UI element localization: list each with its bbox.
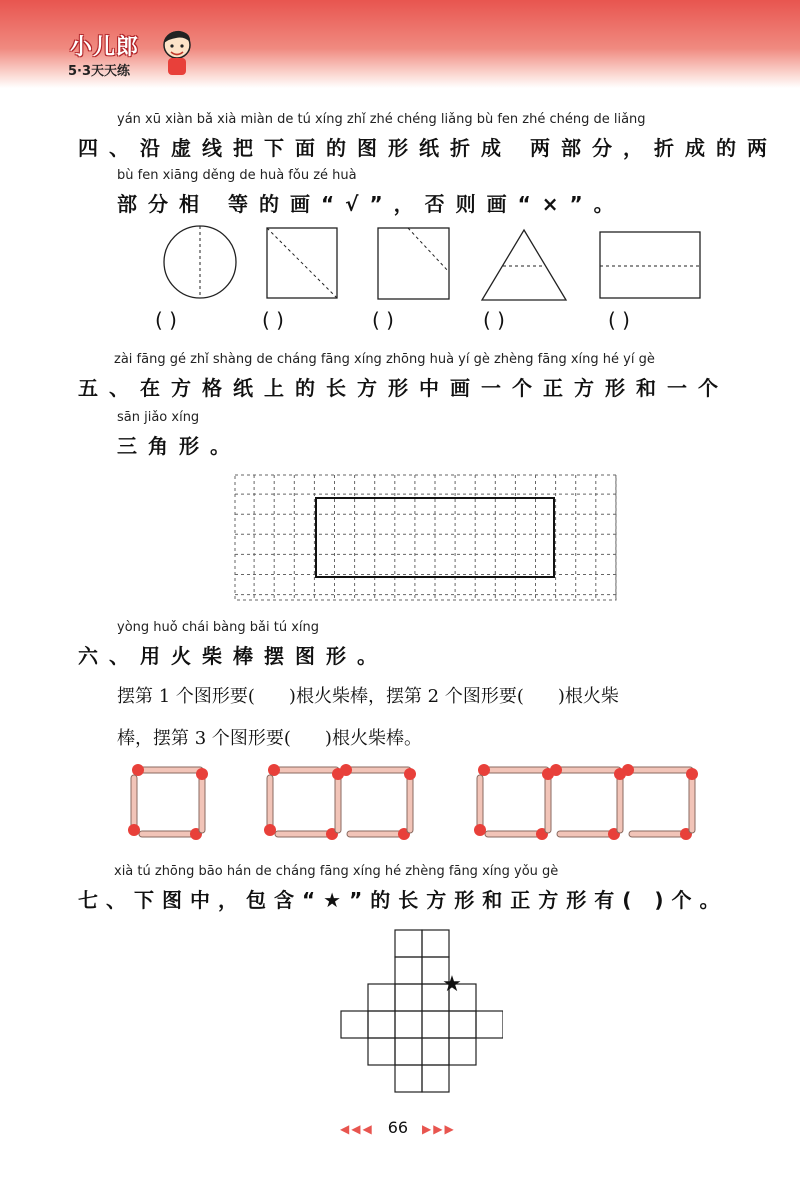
logo-subtitle: 5·3天天练 xyxy=(68,64,131,79)
figure-3-match-top xyxy=(478,764,546,776)
figure-2-match-top xyxy=(268,764,336,776)
logo xyxy=(62,26,192,84)
figure-1-match-bottom xyxy=(142,828,202,840)
grid-cell xyxy=(422,1065,449,1092)
grid-cell xyxy=(395,984,422,1011)
q4-pinyin-line2: bù fen xiāng děng de huà fǒu zé huà xyxy=(117,168,357,183)
q7-pinyin: xià tú zhōng bāo hán de cháng fāng xíng hé zhèng fāng xíng yǒu gè xyxy=(114,864,559,879)
q6-line1-part3: )根火柴 xyxy=(557,686,619,707)
grid-cell xyxy=(422,1038,449,1065)
q4-pinyin-line1: yán xū xiàn bǎ xià miàn de tú xíng zhǐ zhé chéng liǎng bù fen zhé chéng de liǎng xyxy=(117,112,646,127)
grid-cell xyxy=(395,930,422,957)
q5-text-line2: 三角形。 xyxy=(117,434,241,458)
grid-cell xyxy=(449,1011,476,1038)
q6-line1-part1: 摆第 1 个图形要( xyxy=(117,686,255,707)
mascot-boy-icon xyxy=(160,28,194,78)
grid-cell xyxy=(449,1038,476,1065)
star-icon: ★ xyxy=(442,972,462,997)
figure-2-match-right xyxy=(404,768,416,830)
figure-2-match-left xyxy=(264,778,276,836)
figure-3-match-top xyxy=(550,764,618,776)
grid-cell xyxy=(422,930,449,957)
grid-cell xyxy=(395,1065,422,1092)
page-header xyxy=(0,0,800,88)
q5-pinyin-line1: zài fāng gé zhǐ shàng de cháng fāng xíng zhōng huà yí gè zhèng fāng xíng hé yí gè xyxy=(114,352,655,367)
q6-title: 六、用火柴棒摆图形。 xyxy=(78,644,388,668)
figure-2-match-bottom xyxy=(278,828,338,840)
figure-2-match-top xyxy=(340,764,408,776)
figure-1-match-top xyxy=(132,764,200,776)
logo-title: 小儿郎 xyxy=(70,35,140,60)
q6-line2 xyxy=(117,724,422,750)
circle-shape xyxy=(164,226,236,298)
figure-2-match-right xyxy=(332,768,344,830)
grid-cell xyxy=(395,1011,422,1038)
grid-cell xyxy=(422,1011,449,1038)
figure-3-match-top xyxy=(622,764,690,776)
right-arrows-icon: ▶▶▶ xyxy=(422,1122,456,1136)
figure-3-match-right xyxy=(614,768,626,830)
matchstick-figures xyxy=(120,756,740,852)
q6-line2-part1: 棒，摆第 3 个图形要( xyxy=(117,728,291,749)
figure-2-match-bottom xyxy=(350,828,410,840)
figure-1-match-left xyxy=(128,778,140,836)
star-grid-figure xyxy=(339,928,503,1094)
figure-3-match-right xyxy=(542,768,554,830)
answer-blank-circle[interactable]: ( ) xyxy=(155,308,177,332)
grid-cell xyxy=(395,1038,422,1065)
q7-text: 七、下图中，包含“★”的长方形和正方形有( )个。 xyxy=(78,888,728,912)
figure-1-match-right xyxy=(196,768,208,830)
page-footer xyxy=(340,1118,456,1137)
answer-blank-rectangle[interactable]: ( ) xyxy=(608,308,630,332)
figure-3-match-right xyxy=(686,768,698,830)
q6-line2-part2: )根火柴棒。 xyxy=(324,728,422,749)
rectangle-shape xyxy=(600,232,700,298)
figure-3-match-left xyxy=(474,778,486,836)
square-diagonal-shape xyxy=(267,228,337,298)
answer-blank-square2[interactable]: ( ) xyxy=(372,308,394,332)
figure-3-match-bottom xyxy=(488,828,548,840)
figure-3-match-bottom xyxy=(632,828,692,840)
figure-3-match-bottom xyxy=(560,828,620,840)
q4-text-line2: 部分相 等的画“√”，否则画“×”。 xyxy=(117,192,625,216)
answer-blank-square1[interactable]: ( ) xyxy=(262,308,284,332)
grid-cell xyxy=(368,1011,395,1038)
grid-cell xyxy=(341,1011,368,1038)
square-offset-line-shape xyxy=(378,228,449,299)
q4-text-line1: 四、沿虚线把下面的图形纸折成 两部分，折成的两 xyxy=(78,136,778,160)
q5-text-line1: 五、在方格纸上的长方形中画一个正方形和一个 xyxy=(78,376,729,400)
grid-cell xyxy=(368,984,395,1011)
q6-line1 xyxy=(117,682,619,708)
grid-cell xyxy=(476,1011,503,1038)
page-number: 66 xyxy=(387,1118,409,1137)
q4-shapes xyxy=(0,222,800,312)
q6-line1-part2: )根火柴棒，摆第 2 个图形要( xyxy=(288,686,524,707)
answer-blank-triangle[interactable]: ( ) xyxy=(483,308,505,332)
left-arrows-icon: ◀◀◀ xyxy=(340,1122,374,1136)
triangle-shape xyxy=(482,230,566,300)
q6-pinyin: yòng huǒ chái bàng bǎi tú xíng xyxy=(117,620,320,635)
grid-cell xyxy=(368,1038,395,1065)
grid-cell xyxy=(395,957,422,984)
grid-paper[interactable] xyxy=(234,474,618,602)
q5-pinyin-line2: sān jiǎo xíng xyxy=(117,410,200,425)
